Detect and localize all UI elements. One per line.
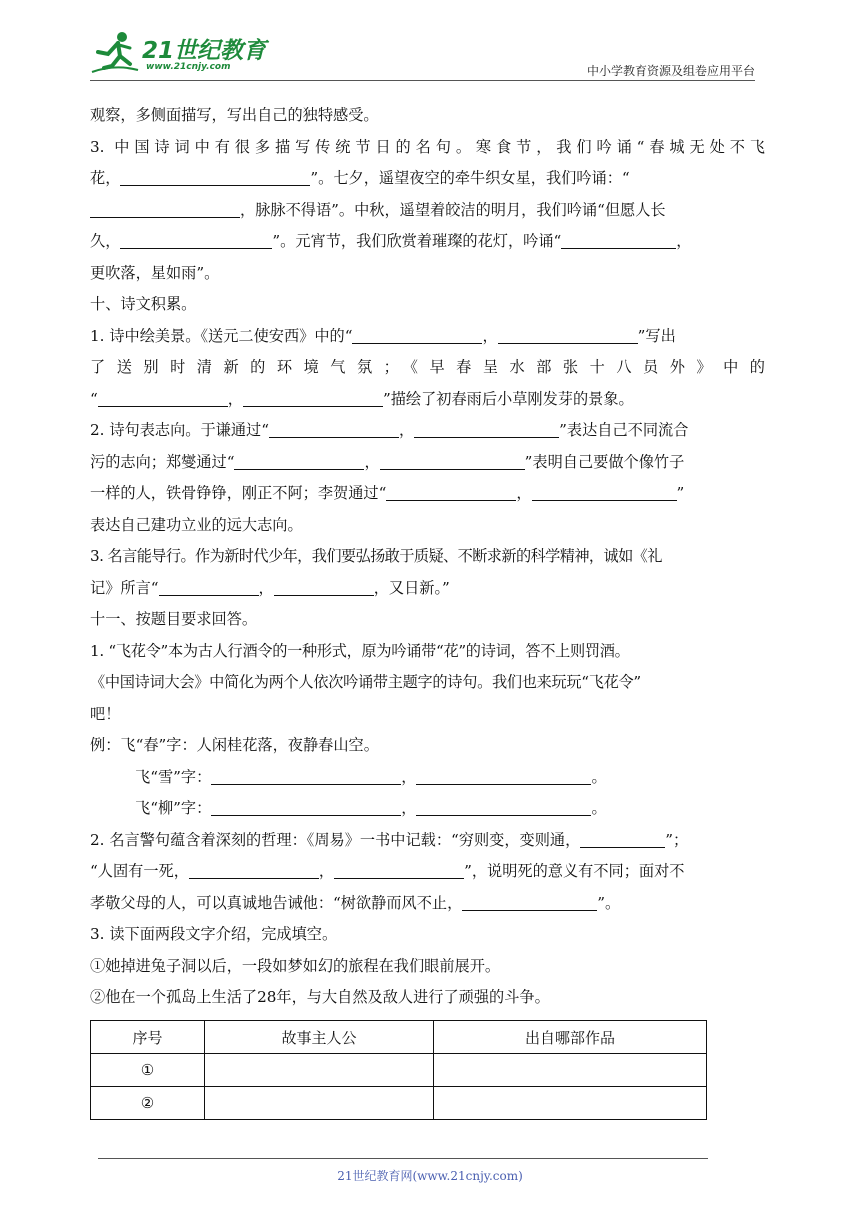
text: ，: [258, 578, 274, 597]
text: ”描绘了初春雨后小草刚发芽的景象。: [382, 389, 634, 408]
answer-blank[interactable]: [159, 577, 259, 596]
text: ，又日新。”: [373, 578, 450, 597]
answer-blank[interactable]: [561, 230, 676, 249]
text: 。: [591, 799, 607, 817]
answer-blank[interactable]: [532, 482, 677, 501]
text-line: 1. “飞花令”本为古人行酒令的一种形式，原为吟诵带“花”的诗词，答不上则罚酒。: [90, 641, 630, 660]
answer-blank[interactable]: [120, 230, 272, 249]
text: 污的志向；郑燮通过“: [90, 452, 235, 471]
text-line: 《中国诗词大会》中简化为两个人依次吟诵带主题字的诗句。我们也来玩玩“飞花令”: [90, 673, 641, 691]
text: 孝敬父母的人，可以真诚地告诫他：“树欲静而风不止，: [90, 893, 463, 912]
text: 2. 诗句表志向。于谦通过“: [90, 421, 269, 439]
text: 记》所言“: [90, 578, 159, 597]
answer-blank[interactable]: [386, 482, 516, 501]
answer-blank[interactable]: [334, 860, 464, 879]
header-divider: [90, 80, 755, 81]
text-line: [90, 195, 765, 227]
text: ”。元宵节，我们欣赏着璀璨的花灯，吟诵“: [272, 232, 562, 250]
text: ，: [401, 799, 417, 817]
answer-blank[interactable]: [211, 797, 401, 816]
answer-blank[interactable]: [243, 388, 383, 407]
text: ”表达自己不同流合: [559, 421, 689, 439]
text: ，: [364, 452, 380, 471]
text-line: [90, 226, 765, 258]
section-heading: 十一、按题目要求回答。: [90, 610, 258, 628]
text-line: [90, 573, 765, 605]
text-line: 表达自己建功立业的远大志向。: [90, 515, 303, 534]
text-line: 例：飞“春”字：人闲桂花落，夜静春山空。: [90, 736, 379, 754]
table-cell: ①: [91, 1054, 205, 1087]
text-line: [90, 163, 765, 195]
answer-blank[interactable]: [234, 451, 364, 470]
text-line: 观察，多侧面描写，写出自己的独特感受。: [90, 106, 379, 124]
text: ，: [227, 389, 243, 408]
footer-divider: [98, 1158, 708, 1159]
text-line: ①她掉进兔子洞以后，一段如梦如幻的旅程在我们眼前展开。: [90, 956, 501, 975]
table-cell: ②: [91, 1087, 205, 1120]
table-header-row: [91, 1021, 707, 1054]
text: ，: [398, 421, 415, 439]
section-heading: 十、诗文积累。: [90, 295, 197, 313]
table-cell[interactable]: [205, 1054, 434, 1087]
table-row: [91, 1054, 707, 1087]
text: ”写出: [637, 326, 676, 345]
text: ，: [318, 862, 335, 880]
text-line: [90, 762, 765, 794]
text: 飞“柳”字：: [135, 799, 212, 817]
logo: [90, 30, 270, 78]
table-cell[interactable]: [434, 1054, 707, 1087]
text-line: 3. 中国诗词中有很多描写传统节日的名句。寒食节，我们吟诵“春城无处不飞: [90, 137, 765, 156]
text-line: ②他在一个孤岛上生活了28年，与大自然及敌人进行了顽强的斗争。: [90, 988, 550, 1006]
answer-blank[interactable]: [211, 766, 401, 785]
text: ”。七夕，遥望夜空的牵牛织女星，我们吟诵：“: [310, 169, 630, 187]
table-header: 序号: [91, 1021, 205, 1054]
answer-blank[interactable]: [120, 167, 310, 186]
text-line: [90, 384, 765, 416]
answer-blank[interactable]: [380, 451, 525, 470]
text-line: [90, 415, 765, 447]
answer-blank[interactable]: [414, 419, 559, 438]
text: ，: [401, 767, 417, 786]
answer-blank[interactable]: [274, 577, 374, 596]
text-line: 3. 读下面两段文字介绍，完成填空。: [90, 925, 338, 943]
answer-blank[interactable]: [462, 892, 597, 911]
text: 1. 诗中绘美景。《送元二使安西》中的“: [90, 326, 353, 345]
text: ”: [676, 484, 685, 502]
text: ”表明自己要做个像竹子: [524, 452, 685, 471]
text: ，: [482, 326, 498, 345]
answer-table: [90, 1020, 707, 1120]
text: 花，: [90, 169, 121, 187]
answer-blank[interactable]: [416, 766, 591, 785]
text: 飞“雪”字：: [135, 767, 212, 786]
answer-blank[interactable]: [416, 797, 591, 816]
table-header: 故事主人公: [205, 1021, 434, 1054]
table-cell[interactable]: [434, 1087, 707, 1120]
text-line: [90, 478, 765, 510]
text: ”。: [597, 893, 621, 912]
platform-label: 中小学教育资源及组卷应用平台: [586, 64, 755, 78]
text: 。: [591, 767, 607, 786]
answer-blank[interactable]: [580, 829, 665, 848]
text-line: 吧！: [90, 704, 121, 723]
answer-blank[interactable]: [189, 860, 319, 879]
answer-blank[interactable]: [498, 325, 638, 344]
text: 2. 名言警句蕴含着深刻的哲理：《周易》一书中记载：“穷则变，变则通，: [90, 830, 581, 849]
table-cell[interactable]: [205, 1087, 434, 1120]
text-line: 更吹落，星如雨”。: [90, 263, 220, 282]
text: 久，: [90, 232, 121, 250]
text-line: 了送别时清新的环境气氛；《早春呈水部张十八员外》中的: [90, 358, 765, 376]
answer-blank[interactable]: [352, 325, 482, 344]
table-row: [91, 1087, 707, 1120]
text-line: 3. 名言能导行。作为新时代少年，我们要弘扬敢于质疑、不断求新的科学精神，诚如《礼: [90, 547, 662, 565]
logo-url: www.21cnjy.com: [146, 62, 231, 72]
text: “: [90, 389, 98, 408]
text: ，: [516, 484, 532, 502]
footer-link[interactable]: 21世纪教育网(www.21cnjy.com): [337, 1169, 523, 1183]
text: ，脉脉不得语”。中秋，遥望着皎洁的明月，我们吟诵“但愿人长: [240, 200, 666, 219]
worksheet-body: [90, 100, 765, 1014]
text-line: [90, 793, 765, 825]
text-line: [90, 825, 765, 857]
table-header: 出自哪部作品: [434, 1021, 707, 1054]
text: ”，说明死的意义有不同；面对不: [464, 862, 685, 880]
answer-blank[interactable]: [98, 388, 228, 407]
text: “人固有一死，: [90, 862, 189, 880]
text-line: [90, 321, 765, 353]
text: ”；: [665, 830, 689, 849]
page-header: [90, 30, 755, 80]
text: 一样的人，铁骨铮铮，刚正不阿；李贺通过“: [90, 484, 387, 502]
text-line: [90, 888, 765, 920]
logo-text: 21世纪教育: [142, 38, 267, 64]
answer-blank[interactable]: [269, 419, 399, 438]
text: ，: [676, 232, 692, 250]
text-line: [90, 447, 765, 479]
text-line: [90, 856, 765, 888]
answer-blank[interactable]: [90, 199, 240, 218]
runner-icon: [90, 30, 140, 76]
